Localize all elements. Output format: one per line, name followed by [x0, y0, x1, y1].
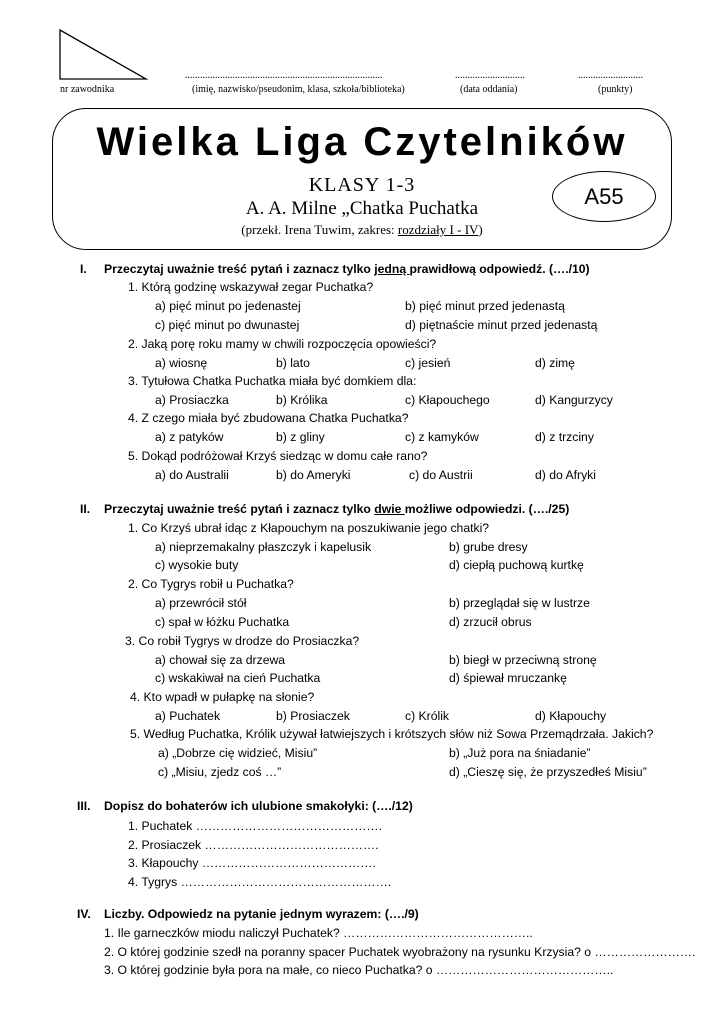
- s2-q4-option-a[interactable]: a) Puchatek: [155, 709, 221, 723]
- s1-q2-option-b[interactable]: b) lato: [276, 356, 310, 370]
- s1-q5-option-b[interactable]: b) do Ameryki: [276, 468, 351, 482]
- section-2-instruction-emphasis: dwie: [374, 502, 405, 516]
- s1-q3-text: 3. Tytułowa Chatka Puchatka miała być domkiem dla:: [128, 374, 417, 388]
- s1-q1-option-d[interactable]: d) piętnaście minut przed jedenastą: [405, 318, 598, 332]
- s2-q1-option-d[interactable]: d) ciepłą puchową kurtkę: [449, 558, 584, 572]
- s2-q1-text: 1. Co Krzyś ubrał idąc z Kłapouchym na poszukiwanie jego chatki?: [128, 521, 490, 535]
- s2-q1-option-b[interactable]: b) grube dresy: [449, 540, 528, 554]
- s2-q2-option-a[interactable]: a) przewrócił stół: [155, 596, 247, 610]
- s4-item-1[interactable]: 1. Ile garneczków miodu naliczył Puchatek? ………………………………………..: [104, 926, 533, 940]
- test-code-badge: [552, 171, 656, 222]
- s1-q2-option-c[interactable]: c) jesień: [405, 356, 451, 370]
- s2-q3-option-c[interactable]: c) wskakiwał na cień Puchatka: [155, 671, 321, 685]
- class-level: KLASY 1-3: [308, 174, 416, 196]
- s2-q2-option-d[interactable]: d) zrzucił obrus: [449, 615, 532, 629]
- s2-q2-option-c[interactable]: c) spał w łóżku Puchatka: [155, 615, 290, 629]
- s1-q5-option-c[interactable]: c) do Austrii: [409, 468, 473, 482]
- section-2-instruction-b: możliwe odpowiedzi. (…./25): [404, 502, 570, 516]
- section-4-instruction: Liczby. Odpowiedz na pytanie jednym wyrazem: (…./9): [104, 907, 419, 921]
- book-title: A. A. Milne „Chatka Puchatka: [245, 198, 479, 219]
- s1-q2-option-a[interactable]: a) wiosnę: [155, 356, 208, 370]
- s4-item-2[interactable]: 2. O której godzinie szedł na poranny spacer Puchatek wyobrażony na rysunku Krzysia? o …………………….: [104, 945, 696, 959]
- s2-q3-option-b[interactable]: b) biegł w przeciwną stronę: [449, 653, 597, 667]
- s1-q4-option-c[interactable]: c) z kamyków: [405, 430, 479, 444]
- section-2-instruction: [104, 502, 569, 516]
- s2-q4-option-c[interactable]: c) Królik: [405, 709, 450, 723]
- s1-q4-option-b[interactable]: b) z gliny: [276, 430, 325, 444]
- s2-q4-option-d[interactable]: d) Kłapouchy: [535, 709, 607, 723]
- s1-q5-option-a[interactable]: a) do Australii: [155, 468, 229, 482]
- translation-suffix: ): [478, 222, 483, 237]
- s1-q1-option-a[interactable]: a) pięć minut po jedenastej: [155, 299, 301, 313]
- translation-range: rozdziały I - IV: [397, 222, 479, 237]
- section-1-instruction: [104, 262, 590, 276]
- s2-q1-option-a[interactable]: a) nieprzemakalny płaszczyk i kapelusik: [155, 540, 372, 554]
- s1-q3-option-b[interactable]: b) Królika: [276, 393, 328, 407]
- player-number-triangle: [58, 28, 150, 82]
- s2-q5-option-d[interactable]: d) „Cieszę się, że przyszedłeś Misiu”: [449, 765, 647, 779]
- s1-q3-option-d[interactable]: d) Kangurzycy: [535, 393, 613, 407]
- player-number-label: nr zawodnika: [60, 84, 115, 95]
- s1-q4-option-d[interactable]: d) z trzciny: [535, 430, 594, 444]
- s1-q5-option-d[interactable]: d) do Afryki: [535, 468, 596, 482]
- points-field-dots[interactable]: ..........................: [578, 70, 643, 81]
- section-1-instruction-a: Przeczytaj uważnie treść pytań i zaznacz tylko: [104, 262, 375, 276]
- s1-q4-option-a[interactable]: a) z patyków: [155, 430, 224, 444]
- s2-q5-option-b[interactable]: b) „Już pora na śniadanie”: [449, 746, 591, 760]
- s4-item-3[interactable]: 3. O której godzinie była pora na małe, co nieco Puchatka? o ……………………………………..: [104, 963, 614, 977]
- contest-title: Wielka Liga Czytelników: [96, 120, 628, 164]
- s3-item-puchatek[interactable]: 1. Puchatek ……………………………………….: [128, 819, 382, 833]
- s1-q3-option-c[interactable]: c) Kłapouchego: [405, 393, 490, 407]
- section-1-instruction-b: prawidłową odpowiedź. (…./10): [409, 262, 590, 276]
- s1-q5-text: 5. Dokąd podróżował Krzyś siedząc w domu całe rano?: [128, 449, 428, 463]
- s1-q3-option-a[interactable]: a) Prosiaczka: [155, 393, 229, 407]
- s3-item-klapouchy[interactable]: 3. Kłapouchy …………………………………….: [128, 856, 376, 870]
- s1-q2-text: 2. Jaką porę roku mamy w chwili rozpoczęcia opowieści?: [128, 337, 437, 351]
- s1-q1-text: 1. Którą godzinę wskazywał zegar Puchatka?: [128, 280, 374, 294]
- name-field-dots[interactable]: ...............................................................................: [185, 70, 383, 81]
- s2-q3-option-d[interactable]: d) śpiewał mruczankę: [449, 671, 567, 685]
- translation-info: [52, 222, 672, 238]
- s2-q3-text: 3. Co robił Tygrys w drodze do Prosiaczka?: [125, 634, 360, 648]
- s1-q1-option-c[interactable]: c) pięć minut po dwunastej: [155, 318, 300, 332]
- date-field-dots[interactable]: ............................: [455, 70, 525, 81]
- s2-q3-option-a[interactable]: a) chował się za drzewa: [155, 653, 286, 667]
- s2-q5-option-a[interactable]: a) „Dobrze cię widzieć, Misiu”: [158, 746, 318, 760]
- s2-q2-text: 2. Co Tygrys robił u Puchatka?: [128, 577, 294, 591]
- test-code: A55: [584, 183, 624, 209]
- s2-q4-text: 4. Kto wpadł w pułapkę na słonie?: [130, 690, 315, 704]
- s1-q1-option-b[interactable]: b) pięć minut przed jedenastą: [405, 299, 565, 313]
- section-1-instruction-emphasis: jedną: [374, 262, 410, 276]
- section-1-number: I.: [80, 262, 87, 276]
- section-3-number: III.: [77, 799, 91, 813]
- section-3-instruction: Dopisz do bohaterów ich ulubione smakołyki: (…./12): [104, 799, 413, 813]
- section-2-instruction-a: Przeczytaj uważnie treść pytań i zaznacz tylko: [104, 502, 375, 516]
- s2-q2-option-b[interactable]: b) przeglądał się w lustrze: [449, 596, 590, 610]
- name-field-label: (imię, nazwisko/pseudonim, klasa, szkoła/biblioteka): [192, 84, 405, 95]
- section-2-number: II.: [80, 502, 91, 516]
- s2-q1-option-c[interactable]: c) wysokie buty: [155, 558, 239, 572]
- s3-item-tygrys[interactable]: 4. Tygrys …………………………………………….: [128, 875, 392, 889]
- points-field-label: (punkty): [598, 84, 633, 95]
- s2-q4-option-b[interactable]: b) Prosiaczek: [276, 709, 350, 723]
- s2-q5-text: 5. Według Puchatka, Królik używał łatwiejszych i krótszych słów niż Sowa Przemądrzała. Jakich?: [130, 727, 654, 741]
- s3-item-prosiaczek[interactable]: 2. Prosiaczek …………………………………….: [128, 838, 379, 852]
- s1-q2-option-d[interactable]: d) zimę: [535, 356, 575, 370]
- translation-prefix: (przekł. Irena Tuwim, zakres:: [241, 222, 398, 237]
- section-4-number: IV.: [77, 907, 91, 921]
- s1-q4-text: 4. Z czego miała być zbudowana Chatka Puchatka?: [128, 411, 409, 425]
- date-field-label: (data oddania): [460, 84, 518, 95]
- s2-q5-option-c[interactable]: c) „Misiu, zjedz coś …”: [158, 765, 282, 779]
